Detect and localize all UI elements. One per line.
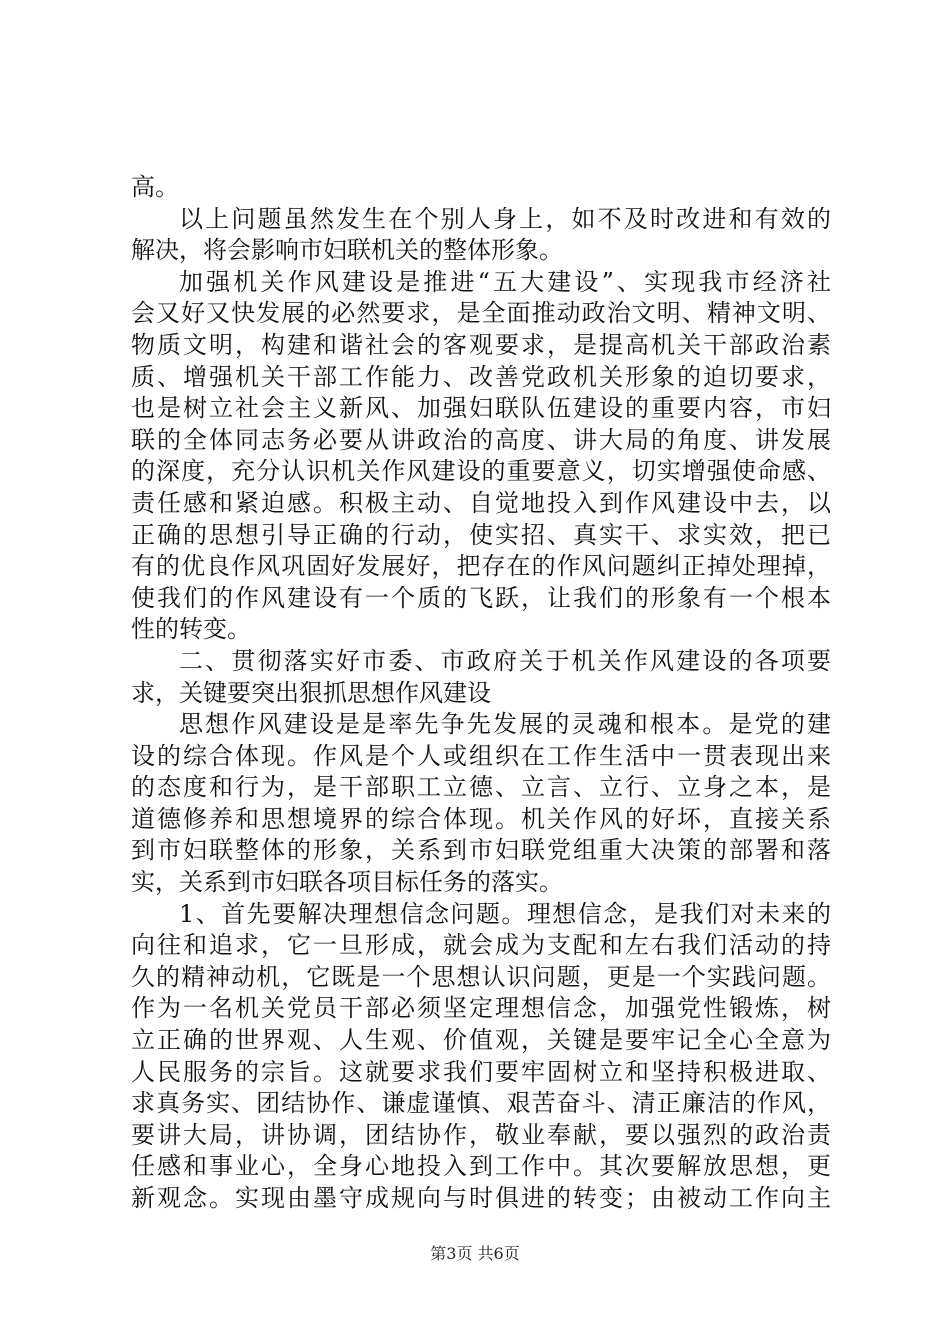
text-line: 也是树立社会主义新风、加强妇联队伍建设的重要内容，市妇 xyxy=(131,394,831,423)
text-line: 使我们的作风建设有一个质的飞跃，让我们的形象有一个根本 xyxy=(131,583,831,612)
text-line: 道德修养和思想境界的综合体现。机关作风的好坏，直接关系 xyxy=(131,804,831,833)
text-line: 责任感和紧迫感。积极主动、自觉地投入到作风建设中去，以 xyxy=(131,488,831,517)
text-line: 的态度和行为，是干部职工立德、立言、立行、立身之本，是 xyxy=(131,773,831,802)
text-line: 到市妇联整体的形象，关系到市妇联党组重大决策的部署和落 xyxy=(131,836,831,865)
text-line: 二、贯彻落实好市委、市政府关于机关作风建设的各项要 xyxy=(179,646,831,675)
paragraph xyxy=(131,709,831,899)
text-line: 作为一名机关党员干部必须坚定理想信念，加强党性锻炼，树 xyxy=(131,994,831,1023)
text-line: 性的转变。 xyxy=(131,615,251,644)
page-footer: 第3页 共6页 xyxy=(430,1244,520,1263)
text-line: 人民服务的宗旨。这就要求我们要牢固树立和坚持积极进取、 xyxy=(131,1057,831,1086)
text-line: 加强机关作风建设是推进“五大建设”、实现我市经济社 xyxy=(179,267,831,296)
paragraph xyxy=(131,646,831,709)
text-line: 设的综合体现。作风是个人或组织在工作生活中一贯表现出来 xyxy=(131,741,831,770)
text-line: 会又好又快发展的必然要求，是全面推动政治文明、精神文明、 xyxy=(131,299,831,328)
text-line: 求真务实、团结协作、谦虚谨慎、艰苦奋斗、清正廉洁的作风， xyxy=(131,1089,831,1118)
text-line: 思想作风建设是是率先争先发展的灵魂和根本。是党的建 xyxy=(179,710,831,739)
text-line: 高。 xyxy=(131,173,179,201)
document-body xyxy=(131,172,831,1215)
text-line: 以上问题虽然发生在个别人身上，如不及时改进和有效的 xyxy=(179,204,831,233)
text-line: 的深度，充分认识机关作风建设的重要意义，切实增强使命感、 xyxy=(131,457,831,486)
text-line: 要讲大局，讲协调，团结协作，敬业奉献，要以强烈的政治责 xyxy=(131,1120,831,1149)
text-line: 任感和事业心，全身心地投入到工作中。其次要解放思想，更 xyxy=(131,1152,831,1181)
paragraph xyxy=(131,204,831,267)
text-line: 实，关系到市妇联各项目标任务的落实。 xyxy=(131,868,563,897)
text-line: 向往和追求，它一旦形成，就会成为支配和左右我们活动的持 xyxy=(131,931,831,960)
text-line: 1、首先要解决理想信念问题。理想信念，是我们对未来的 xyxy=(179,899,831,928)
text-line: 久的精神动机，它既是一个思想认识问题，更是一个实践问题。 xyxy=(131,962,831,991)
text-line: 联的全体同志务必要从讲政治的高度、讲大局的角度、讲发展 xyxy=(131,425,831,454)
text-line: 有的优良作风巩固好发展好，把存在的作风问题纠正掉处理掉， xyxy=(131,552,831,581)
text-line: 解决，将会影响市妇联机关的整体形象。 xyxy=(131,236,563,265)
text-line: 求，关键要突出狠抓思想作风建设 xyxy=(131,678,491,707)
text-line: 质、增强机关干部工作能力、改善党政机关形象的迫切要求， xyxy=(131,362,831,391)
text-line: 物质文明，构建和谐社会的客观要求，是提高机关干部政治素 xyxy=(131,330,831,359)
text-line: 立正确的世界观、人生观、价值观，关键是要牢记全心全意为 xyxy=(131,1026,831,1055)
text-line: 正确的思想引导正确的行动，使实招、真实干、求实效，把已 xyxy=(131,520,831,549)
paragraph xyxy=(131,899,831,1215)
paragraph xyxy=(131,267,831,646)
text-line: 新观念。实现由墨守成规向与时俱进的转变；由被动工作向主 xyxy=(131,1184,831,1212)
paragraph xyxy=(131,172,831,204)
